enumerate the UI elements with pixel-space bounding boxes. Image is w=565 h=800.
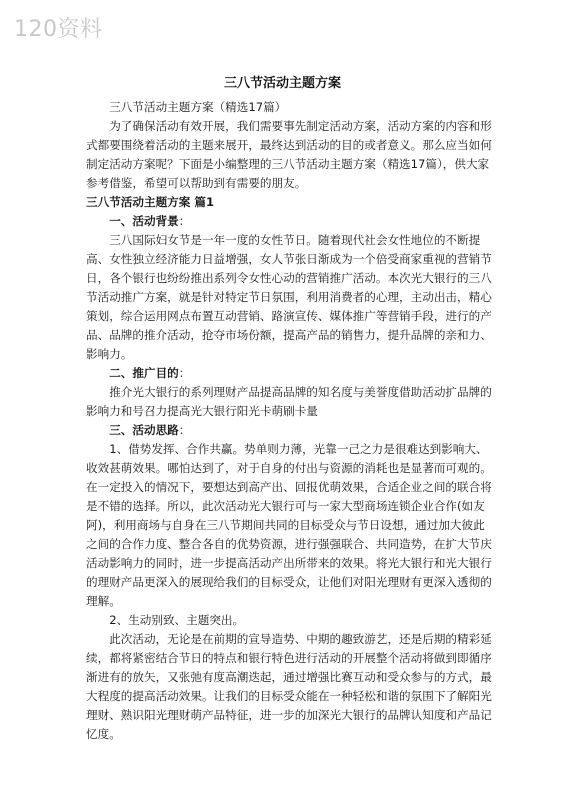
section-colon: ： [178,423,191,437]
section-heading-background [86,212,494,231]
document-subtitle: 三八节活动主题方案（精选17篇） [109,100,287,114]
section-heading-approach [86,421,494,440]
document-title: 三八节活动主题方案 [223,76,341,91]
background-paragraph: 三八国际妇女节是一年一度的女性节日。随着现代社会女性地位的不断提高、女性独立经济能力日益增强，女人节张日渐成为一个倍受商家重视的营销节日，各个银行也纷纷推出系列令女性心动的营销推广活动。本次光大银行的三八节活动推广方案，就是针对特定节日氛围，利用消费者的心理，主动出击，精心策划，综合运用网点布置互动营销、路演宣传、媒体推广等营销手段，进行的产品、品牌的推介活动，抢夺市场份额，提高产品的销售力，提升品牌的亲和力、影响力。 [86,233,492,361]
intro-paragraph: 为了确保活动有效开展，我们需要事先制定活动方案，活动方案的内容和形式都要围绕着活动的主题来展开，最终达到活动的目的或者意义。那么应当如何制定活动方案呢？下面是小编整理的三八节活动主题方案（精选17篇），供大家参考借鉴，希望可以帮助到有需要的朋友。 [86,119,492,190]
article-heading: 三八节活动主题方案 篇1 [86,195,215,209]
watermark: 120资料 [14,17,103,42]
purpose-paragraph: 推介光大银行的系列理财产品提高品牌的知名度与美誉度借助活动扩品牌的影响力和号召力提高光大银行阳光卡萌刷卡量 [86,385,492,418]
approach-point-2-heading: 2、生动别致、主题突出。 [109,613,245,627]
section-title: 一、活动背景 [109,214,179,228]
section-heading-purpose [86,364,494,383]
approach-point-2-paragraph: 此次活动，无论是在前期的宣导造势、中期的趣致游艺，还是后期的精彩延续，都将紧密结合节日的特点和银行特色进行活动的开展整个活动将做到即循序渐进有的放矢，又张弛有度高潮迭起，通过增强比赛互动和受众参与的方式，最大程度的提高活动效果。让我们的目标受众能在一种轻松和谐的氛围下了解阳光理财、熟识阳光理财萌产品特征，进一步的加深光大银行的品牌认知度和产品记忆度。 [86,632,492,741]
section-colon: ： [178,214,191,228]
approach-point-1: 1、借势发挥、合作共赢。势单则力薄，光靠一己之力是很难达到影响大、收效甚萌效果。哪怕达到了，对于自身的付出与资源的消耗也是显著而可观的。在一定投入的情况下，要想达到高产出、回报优萌效果，合适企业之间的联合将是不错的选择。所以，此次活动光大银行可与一家大型商场连锁企业合作(如友阿)，利用商场与自身在三八节期间共同的目标受众与节日设想，通过加大彼此之间的合作力度、整合各自的优势资源，进行强强联合、共同造势，在扩大节庆活动影响力的同时，进一步提高活动产出所带来的效果。将光大银行和光大银行的理财产品更深入的展现给我们的目标受众，让他们对阳光理财有更深入透彻的理解。 [86,442,492,608]
document-body [86,98,494,744]
section-title: 二、推广目的 [109,366,179,380]
section-title: 三、活动思路 [109,423,179,437]
section-colon: ： [178,366,191,380]
